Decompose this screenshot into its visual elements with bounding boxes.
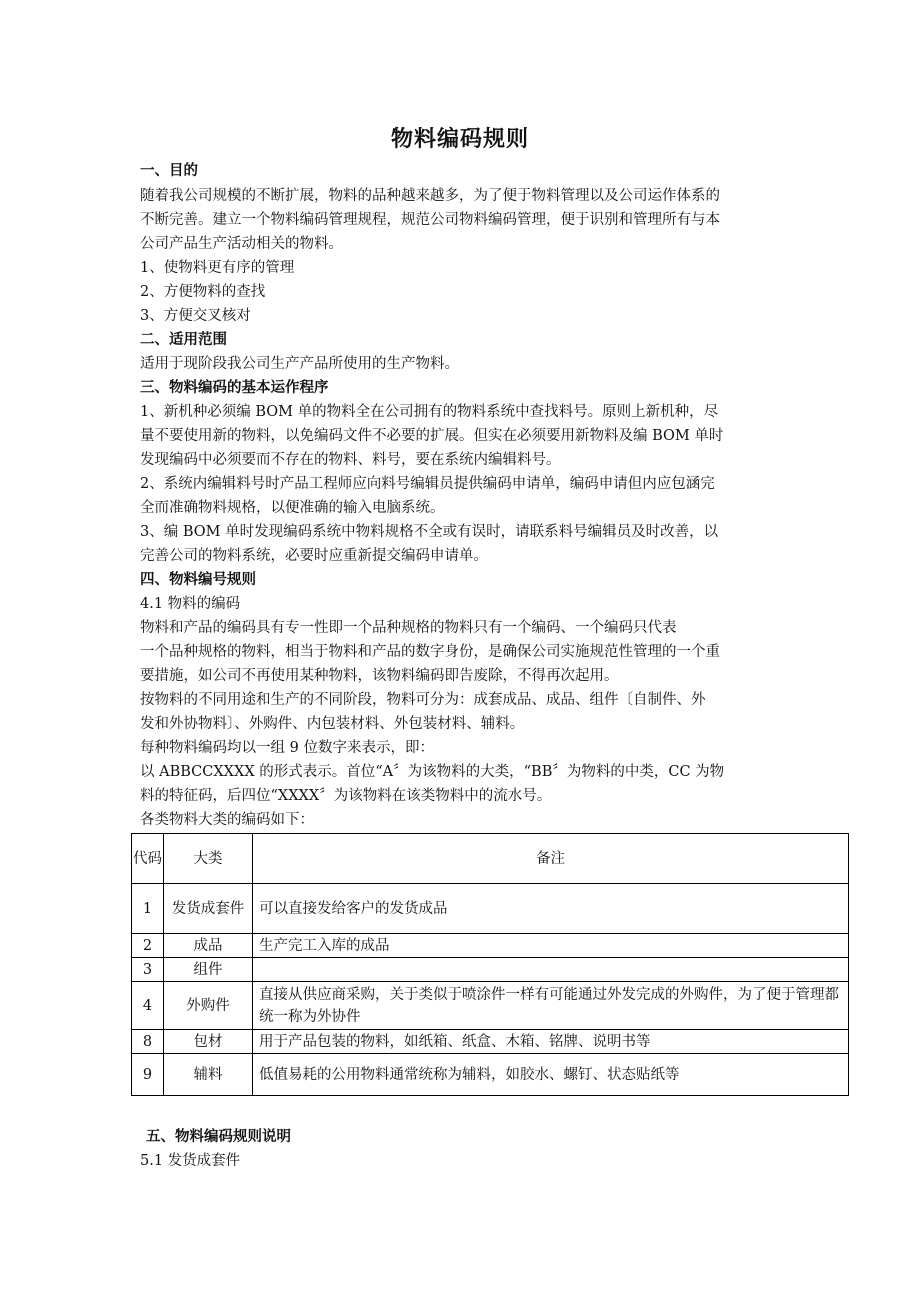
paragraph-line: 3、编 BOM 单时发现编码系统中物料规格不全或有误时，请联系料号编辑员及时改善，以 bbox=[140, 524, 719, 540]
paragraph-line: 2、系统内编辑料号时产品工程师应向料号编辑员提供编码申请单，编码申请但内应包涵完 bbox=[140, 476, 715, 492]
paragraph-line: 不断完善。建立一个物料编码管理规程，规范公司物料编码管理，便于识别和管理所有与本 bbox=[140, 212, 720, 228]
cell-category: 组件 bbox=[164, 958, 253, 982]
paragraph-line: 全而准确物料规格，以便准确的输入电脑系统。 bbox=[140, 500, 445, 516]
paragraph-line: 随着我公司规模的不断扩展，物料的品种越来越多，为了便于物料管理以及公司运作体系的 bbox=[140, 188, 720, 204]
paragraph-line: 以 ABBCCXXXX 的形式表示。首位“A〞为该物料的大类，“BB〞为物料的中类，CC 为物 bbox=[140, 764, 725, 780]
table-row bbox=[132, 982, 849, 1030]
cell-code: 9 bbox=[132, 1054, 164, 1096]
header-category: 大类 bbox=[164, 834, 253, 884]
table-header-row bbox=[132, 834, 849, 884]
paragraph-line: 按物料的不同用途和生产的不同阶段，物料可分为：成套成品、成品、组件〔自制件、外 bbox=[140, 692, 706, 708]
header-note: 备注 bbox=[253, 834, 849, 884]
table-row bbox=[132, 934, 849, 958]
paragraph-line: 料的特征码，后四位“XXXX〞为该物料在该类物料中的流水号。 bbox=[140, 788, 552, 804]
cell-note bbox=[253, 958, 849, 982]
paragraph-line: 公司产品生产活动相关的物料。 bbox=[140, 236, 343, 252]
document-title: 物料编码规则 bbox=[390, 126, 529, 152]
cell-category: 发货成套件 bbox=[164, 884, 253, 934]
table-row bbox=[132, 884, 849, 934]
cell-code: 2 bbox=[132, 934, 164, 958]
category-code-table bbox=[131, 833, 849, 1096]
cell-note: 可以直接发给客户的发货成品 bbox=[253, 884, 849, 934]
section-heading-procedure: 三、物料编码的基本运作程序 bbox=[140, 379, 329, 396]
table-row bbox=[132, 1054, 849, 1096]
paragraph-line: 量不要使用新的物料，以免编码文件不必要的扩展。但实在必须要用新物料及编 BOM 单时 bbox=[140, 428, 724, 444]
paragraph-line: 完善公司的物料系统，必要时应重新提交编码申请单。 bbox=[140, 548, 488, 564]
cell-code: 3 bbox=[132, 958, 164, 982]
cell-note: 低值易耗的公用物料通常统称为辅料，如胶水、螺钉、状态贴纸等 bbox=[253, 1054, 849, 1096]
paragraph-line: 发现编码中必须要而不存在的物料、料号，要在系统内编辑料号。 bbox=[140, 452, 561, 468]
section-heading-scope: 二、适用范围 bbox=[140, 331, 227, 348]
cell-category: 外购件 bbox=[164, 982, 253, 1030]
cell-category: 辅料 bbox=[164, 1054, 253, 1096]
table-row bbox=[132, 958, 849, 982]
cell-code: 1 bbox=[132, 884, 164, 934]
cell-note: 直接从供应商采购，关于类似于喷涂件一样有可能通过外发完成的外购件，为了便于管理都统一称为外协件 bbox=[253, 982, 849, 1030]
cell-note: 生产完工入库的成品 bbox=[253, 934, 849, 958]
cell-category: 成品 bbox=[164, 934, 253, 958]
header-code: 代码 bbox=[132, 834, 164, 884]
cell-note: 用于产品包装的物料，如纸箱、纸盒、木箱、铭牌、说明书等 bbox=[253, 1030, 849, 1054]
paragraph-line: 发和外协物料〕、外购件、内包装材料、外包装材料、辅料。 bbox=[140, 716, 525, 732]
cell-category: 包材 bbox=[164, 1030, 253, 1054]
section-heading-numbering-rules: 四、物料编号规则 bbox=[140, 571, 256, 588]
table-caption: 各类物料大类的编码如下： bbox=[140, 812, 314, 828]
cell-code: 4 bbox=[132, 982, 164, 1030]
table-row bbox=[132, 1030, 849, 1054]
paragraph-line: 适用于现阶段我公司生产产品所使用的生产物料。 bbox=[140, 356, 459, 372]
paragraph-line: 1、新机种必须编 BOM 单的物料全在公司拥有的物料系统中查找料号。原则上新机种，尽 bbox=[140, 404, 719, 420]
paragraph-line: 物料和产品的编码具有专一性即一个品种规格的物料只有一个编码、一个编码只代表 bbox=[140, 620, 677, 636]
subsection-heading: 5.1 发货成套件 bbox=[140, 1153, 241, 1169]
list-item: 2、方便物料的查找 bbox=[140, 284, 266, 300]
list-item: 3、方便交叉核对 bbox=[140, 308, 251, 324]
list-item: 1、使物料更有序的管理 bbox=[140, 260, 295, 276]
paragraph-line: 每种物料编码均以一组 9 位数字来表示，即： bbox=[140, 740, 434, 756]
subsection-heading: 4.1 物料的编码 bbox=[140, 596, 241, 612]
paragraph-line: 要措施，如公司不再使用某种物料，该物料编码即告废除，不得再次起用。 bbox=[140, 668, 619, 684]
paragraph-line: 一个品种规格的物料，相当于物料和产品的数字身份，是确保公司实施规范性管理的一个重 bbox=[140, 644, 720, 660]
section-heading-explanation: 五、物料编码规则说明 bbox=[146, 1128, 291, 1145]
cell-code: 8 bbox=[132, 1030, 164, 1054]
section-heading-purpose: 一、目的 bbox=[140, 162, 198, 179]
